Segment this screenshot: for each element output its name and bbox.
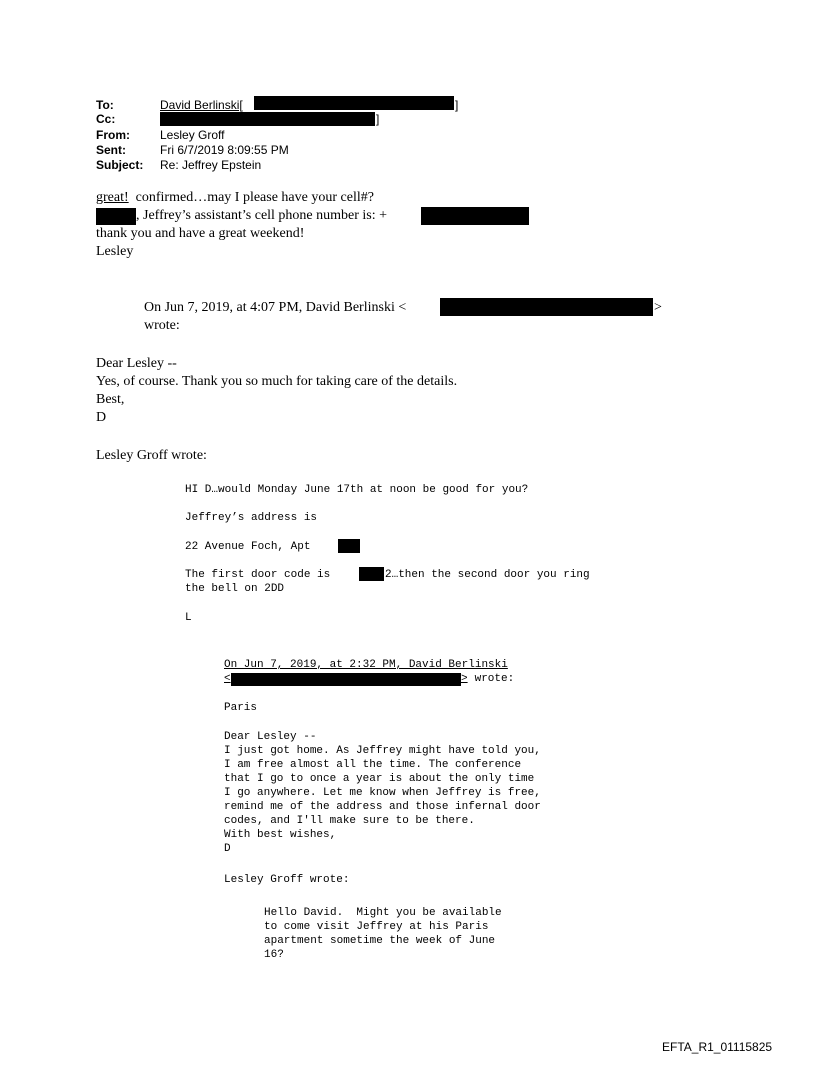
cc-label: Cc: xyxy=(96,112,116,126)
to-label: To: xyxy=(96,98,114,112)
quote3-lesley-wrote: Lesley Groff wrote: xyxy=(224,874,350,886)
sent-label: Sent: xyxy=(96,143,126,157)
quote4-body-line: apartment sometime the week of June xyxy=(264,935,496,947)
quote3-body-line: With best wishes, xyxy=(224,829,337,841)
quote2-line-1: HI D…would Monday June 17th at noon be good for you? xyxy=(185,484,529,496)
reply-line-1 xyxy=(96,190,374,206)
quote4-body-line: Hello David. Might you be available xyxy=(264,907,502,919)
subject-value: Re: Jeffrey Epstein xyxy=(160,158,262,172)
quote1-intro: On Jun 7, 2019, at 4:07 PM, David Berlinski < xyxy=(144,300,407,315)
quote1-body-line: Best, xyxy=(96,392,125,407)
quote3-intro-gt[interactable]: > xyxy=(461,673,468,685)
quote2-line-4-rest: 2…then the second door you ring xyxy=(385,569,590,581)
quote3-body-line: that I go to once a year is about the only time xyxy=(224,773,535,785)
quote3-body-line: I am free almost all the time. The conference xyxy=(224,759,522,771)
quote4-body-line: to come visit Jeffrey at his Paris xyxy=(264,921,489,933)
quote3-intro-wrote: wrote: xyxy=(468,673,515,685)
to-close-bracket: ] xyxy=(455,98,459,112)
redaction-block xyxy=(231,673,461,686)
redaction-block xyxy=(96,208,136,225)
redaction-block xyxy=(160,112,375,126)
quote3-body-line: Dear Lesley -- xyxy=(224,731,317,743)
redaction-block xyxy=(359,567,384,581)
quote3-body-line: D xyxy=(224,843,231,855)
reply-confirmed: confirmed…may I please have your cell#? xyxy=(128,190,374,205)
quote1-intro-gt: > xyxy=(654,300,662,315)
quote2-line-5: the bell on 2DD xyxy=(185,583,285,595)
quote1-body-line: Dear Lesley -- xyxy=(96,356,177,371)
to-value[interactable]: David Berlinski[ xyxy=(160,98,243,112)
reply-line-4: Lesley xyxy=(96,244,134,259)
quote1-body-line: D xyxy=(96,410,107,425)
redaction-block xyxy=(338,539,360,553)
from-label: From: xyxy=(96,128,130,142)
redaction-block xyxy=(254,96,454,110)
quote3-intro-lt[interactable]: < xyxy=(224,673,231,685)
quote2-line-3: 22 Avenue Foch, Apt xyxy=(185,541,318,553)
cc-close-bracket: ] xyxy=(376,112,380,126)
quote3-body-line: codes, and I'll make sure to be there. xyxy=(224,815,475,827)
redaction-block xyxy=(421,207,529,225)
reply-line-3: thank you and have a great weekend! xyxy=(96,226,305,241)
quote3-body-line: I just got home. As Jeffrey might have told you, xyxy=(224,745,541,757)
quote2-line-2: Jeffrey’s address is xyxy=(185,512,318,524)
quote3-intro[interactable]: On Jun 7, 2019, at 2:32 PM, David Berlinski xyxy=(224,659,508,671)
quote4-body-line: 16? xyxy=(264,949,284,961)
from-value: Lesley Groff xyxy=(160,128,225,142)
quote1-lesley-wrote: Lesley Groff wrote: xyxy=(96,448,207,463)
quote1-wrote: wrote: xyxy=(144,318,180,333)
quote3-body-line: I go anywhere. Let me know when Jeffrey is free, xyxy=(224,787,541,799)
reply-great: great! xyxy=(96,190,129,205)
quote2-line-4: The first door code is xyxy=(185,569,337,581)
quote2-line-6: L xyxy=(185,612,192,624)
reply-line-2: , Jeffrey’s assistant’s cell phone number is: + xyxy=(136,208,388,223)
document-id: EFTA_R1_01115825 xyxy=(662,1040,773,1054)
quote3-body-line: remind me of the address and those infernal door xyxy=(224,801,541,813)
quote3-paris: Paris xyxy=(224,702,258,714)
quote1-body-line: Yes, of course. Thank you so much for taking care of the details. xyxy=(96,374,458,389)
redaction-block xyxy=(440,298,653,316)
subject-label: Subject: xyxy=(96,158,144,172)
sent-value: Fri 6/7/2019 8:09:55 PM xyxy=(160,143,289,157)
